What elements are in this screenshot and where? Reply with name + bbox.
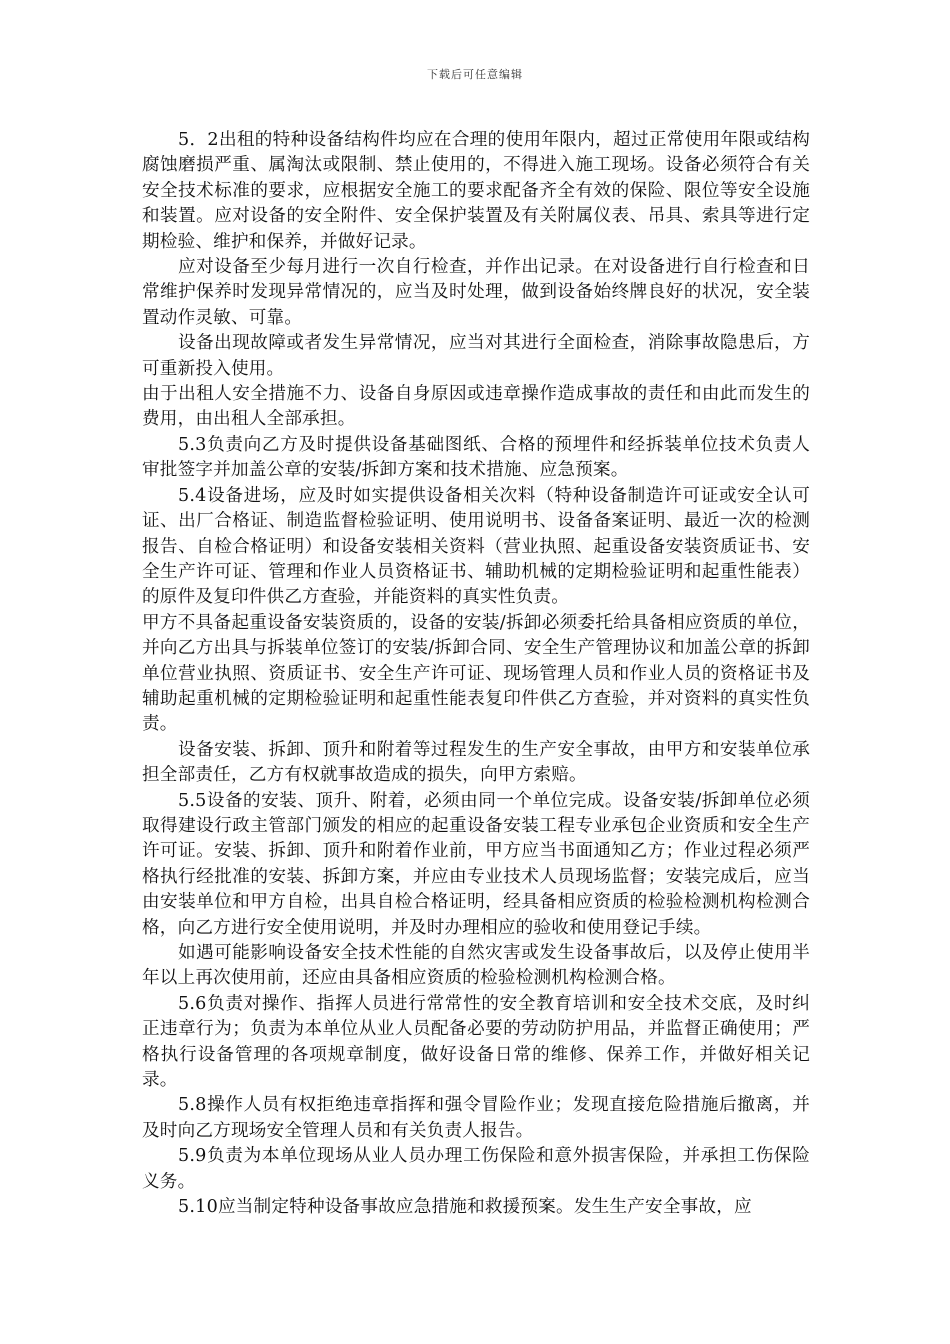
paragraph: 5.3负责向乙方及时提供设备基础图纸、合格的预埋件和经拆装单位技术负责人审批签字并加盖公章的安装/拆卸方案和技术措施、应急预案。 (142, 434, 810, 481)
paragraph: 设备安装、拆卸、顶升和附着等过程发生的生产安全事故，由甲方和安装单位承担全部责任，乙方有权就事故造成的损失，向甲方索赔。 (142, 739, 810, 786)
paragraph: 甲方不具备起重设备安装资质的，设备的安装/拆卸必须委托给具备相应资质的单位，并向乙方出具与拆装单位签订的安装/拆卸合同、安全生产管理协议和加盖公章的拆卸单位营业执照、资质证书、安全生产许可证、现场管理人员和作业人员的资格证书及辅助起重机械的定期检验证明和起重性能表复印件供乙方查验，并对资料的真实性负责。 (142, 612, 810, 735)
paragraph: 应对设备至少每月进行一次自行检查，并作出记录。在对设备进行自行检查和日常维护保养时发现异常情况的，应当及时处理，做到设备始终牌良好的状况，安全装置动作灵敏、可靠。 (142, 257, 810, 328)
paragraph: 设备出现故障或者发生异常情况，应当对其进行全面检查，消除事故隐患后，方可重新投入使用。 (142, 333, 810, 379)
paragraph: 由于出租人安全措施不力、设备自身原因或违章操作造成事故的责任和由此而发生的费用，由出租人全部承担。 (142, 384, 810, 430)
page-header: 下载后可任意编辑 (427, 68, 523, 81)
document-body (142, 128, 810, 1220)
paragraph: 5.6负责对操作、指挥人员进行常常性的安全教育培训和安全技术交底，及时纠正违章行为；负责为本单位从业人员配备必要的劳动防护用品，并监督正确使用；严格执行设备管理的各项规章制度，做好设备日常的维修、保养工作，并做好相关记录。 (142, 993, 810, 1091)
paragraph: 5.9负责为本单位现场从业人员办理工伤保险和意外损害保险，并承担工伤保险义务。 (142, 1146, 810, 1192)
paragraph: 5.4设备进场，应及时如实提供设备相关次料（特种设备制造许可证或安全认可证、出厂合格证、制造监督检验证明、使用说明书、设备备案证明、最近一次的检测报告、自检合格证明）和设备安装相关资料（营业执照、起重设备安装资质证书、安全生产许可证、管理和作业人员资格证书、辅助机械的定期检验证明和起重性能表）的原件及复印件供乙方查验，并能资料的真实性负责。 (142, 485, 810, 608)
paragraph: 5.10应当制定特种设备事故应急措施和救援预案。发生生产安全事故，应 (178, 1197, 752, 1218)
paragraph: 5．2出租的特种设备结构件均应在合理的使用年限内，超过正常使用年限或结构腐蚀磨损严重、属淘汰或限制、禁止使用的，不得进入施工现场。设备必须符合有关安全技术标准的要求，应根据安全施工的要求配备齐全有效的保险、限位等安全设施和装置。应对设备的安全附件、安全保护装置及有关附属仪表、吊具、索具等进行定期检验、维护和保养，并做好记录。 (142, 130, 810, 252)
paragraph: 如遇可能影响设备安全技术性能的自然灾害或发生设备事故后，以及停止使用半年以上再次使用前，还应由具备相应资质的检验检测机构检测合格。 (142, 943, 810, 989)
paragraph: 5.8操作人员有权拒绝违章指挥和强令冒险作业；发现直接危险措施后撤离，并及时向乙方现场安全管理人员和有关负责人报告。 (142, 1095, 810, 1141)
paragraph: 5.5设备的安装、顶升、附着，必须由同一个单位完成。设备安装/拆卸单位必须取得建设行政主管部门颁发的相应的起重设备安装工程专业承包企业资质和安全生产许可证。安装、拆卸、顶升和附着作业前，甲方应当书面通知乙方；作业过程必须严格执行经批准的安装、拆卸方案，并应由专业技术人员现场监督；安装完成后，应当由安装单位和甲方自检，出具自检合格证明，经具备相应资质的检验检测机构检测合格，向乙方进行安全使用说明，并及时办理相应的验收和使用登记手续。 (142, 790, 810, 938)
